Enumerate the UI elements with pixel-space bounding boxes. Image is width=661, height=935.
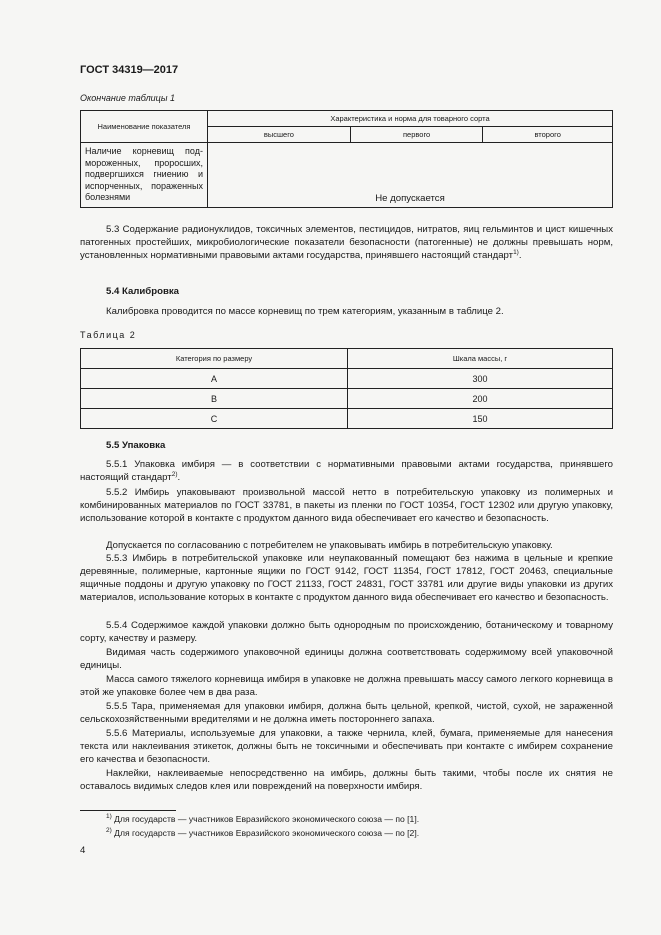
- table2-caption: Таблица 2: [80, 330, 137, 340]
- table2-cell-mass: 300: [348, 369, 613, 389]
- paragraph-5-5-4-visible: Видимая часть содержимого упаковочной единицы должна соответствовать содержимому всей упаковочной единицы.: [80, 647, 613, 671]
- paragraph-5-3-text: 5.3 Содержание радионуклидов, токсичных элементов, пестицидов, нитратов, яиц гельминтов и цист кишечных патогенных простейших, микробиологические показатели безопасности (патогенные) не должны превышать норм, установленных нормативными правовыми актами государства, принявшего настоящий стандарт: [80, 224, 613, 261]
- table1-header-grade-1: высшего: [208, 127, 351, 143]
- heading-5-4: 5.4 Калибровка: [106, 286, 179, 297]
- table1-row-value: Не допускается: [208, 143, 613, 208]
- paragraph-5-5-4: 5.5.4 Содержимое каждой упаковки должно быть однородным по происхождению, ботаническому и товарному сорту, качеству и размеру.: [80, 620, 613, 644]
- footnote-1-text: Для государств — участников Евразийского экономического союза — по [1].: [114, 814, 420, 824]
- table2-header-category: Категория по размеру: [81, 349, 348, 369]
- paragraph-5-3: 5.3 Содержание радионуклидов, токсичных элементов, пестицидов, нитратов, яиц гельминтов и цист кишечных патогенных простейших, микробиологические показатели безопасности (патогенные) не должны превышать норм, установленных нормативными правовыми актами государства, принявшего настоящий стандарт$^{1)}$.: [80, 224, 613, 261]
- table2-cell-mass: 200: [348, 389, 613, 409]
- table1-row-indicator: Наличие корневищ под-мороженных, проросших, подвергшихся гниению и испорченных, пораженных болезнями: [81, 143, 208, 208]
- table1-header-indicator: Наименование показателя: [81, 111, 208, 143]
- footnote-1-mark: 1): [106, 813, 112, 821]
- table-row: [81, 389, 613, 409]
- page-number: 4: [80, 845, 86, 856]
- paragraph-5-5-2-note: Допускается по согласованию с потребителем не упаковывать имбирь в потребительскую упаковку.: [106, 540, 553, 551]
- table1-header-grade-2: первого: [350, 127, 482, 143]
- table2-cell-category: С: [81, 409, 348, 429]
- footnote-1: [106, 814, 419, 824]
- footnote-2-text: Для государств — участников Евразийского экономического союза — по [2].: [114, 828, 420, 838]
- document-code: ГОСТ 34319—2017: [80, 64, 179, 76]
- table2-cell-mass: 150: [348, 409, 613, 429]
- table1-header-group: Характеристика и норма для товарного сорта: [208, 111, 613, 127]
- table1-header-grade-3: второго: [483, 127, 613, 143]
- table2-cell-category: А: [81, 369, 348, 389]
- table2-header-scale: Шкала массы, г: [348, 349, 613, 369]
- paragraph-5-5-2: 5.5.2 Имбирь упаковывают произвольной массой нетто в потребительскую упаковку из полимерных и комбинированных материалов по ГОСТ 33781, в пакеты из пленки по ГОСТ 10354, ГОСТ 12302 или другую упаковку, использование которой в контакте с продуктом данного вида обеспечивает его качество и безопасность.: [80, 487, 613, 524]
- footnote-ref-2: 2): [171, 470, 178, 478]
- heading-5-5: 5.5 Упаковка: [106, 440, 166, 451]
- table-row: [81, 409, 613, 429]
- footnote-divider: [80, 810, 176, 811]
- table2-cell-category: В: [81, 389, 348, 409]
- table1: [80, 110, 613, 208]
- footnote-2: [106, 828, 419, 838]
- paragraph-5-4: Калибровка проводится по массе корневищ по трем категориям, указанным в таблице 2.: [106, 306, 504, 317]
- footnote-ref-1: 1): [513, 248, 519, 256]
- paragraph-5-5-6-labels: Наклейки, наклеиваемые непосредственно на имбирь, должны быть такими, чтобы после их снятия не оставалось видимых следов клея или повреждений на поверхности имбиря.: [80, 768, 613, 792]
- paragraph-5-5-5: 5.5.5 Тара, применяемая для упаковки имбиря, должна быть цельной, крепкой, чистой, сухой, не зараженной сельскохозяйственными вредителями и не должна иметь постороннего запаха.: [80, 701, 613, 725]
- paragraph-5-5-1-text: 5.5.1 Упаковка имбиря — в соответствии с нормативными правовыми актами государства, принявшего настоящий стандарт: [80, 459, 613, 483]
- paragraph-5-5-1: 5.5.1 Упаковка имбиря — в соответствии с нормативными правовыми актами государства, принявшего настоящий стандарт$^{2)}$.: [80, 459, 613, 483]
- table2: [80, 348, 613, 429]
- footnote-2-mark: 2): [106, 827, 112, 835]
- table-row: [81, 369, 613, 389]
- paragraph-5-5-4-mass: Масса самого тяжелого корневища имбиря в упаковке не должна превышать массу самого легкого корневища в этой же упаковке более чем в два раза.: [80, 674, 613, 698]
- paragraph-5-5-6: 5.5.6 Материалы, используемые для упаковки, а также чернила, клей, бумага, применяемые для нанесения текста или наклеивания этикеток, должны быть не токсичными и обеспечивать при контакте с имбирем сохранение его качества и безопасности.: [80, 728, 613, 765]
- paragraph-5-5-3: 5.5.3 Имбирь в потребительской упаковке или неупакованный помещают без нажима в цельные и крепкие деревянные, полимерные, картонные ящики по ГОСТ 9142, ГОСТ 11354, ГОСТ 17812, ГОСТ 20463, специальные ящичные поддоны и другую упаковку по ГОСТ 21133, ГОСТ 24831, ГОСТ 33781 или другие виды упаковки из других материалов, использование которых в контакте с продуктом данного вида обеспечивает его качество и безопасность.: [80, 553, 613, 603]
- table1-caption: Окончание таблицы 1: [80, 93, 175, 103]
